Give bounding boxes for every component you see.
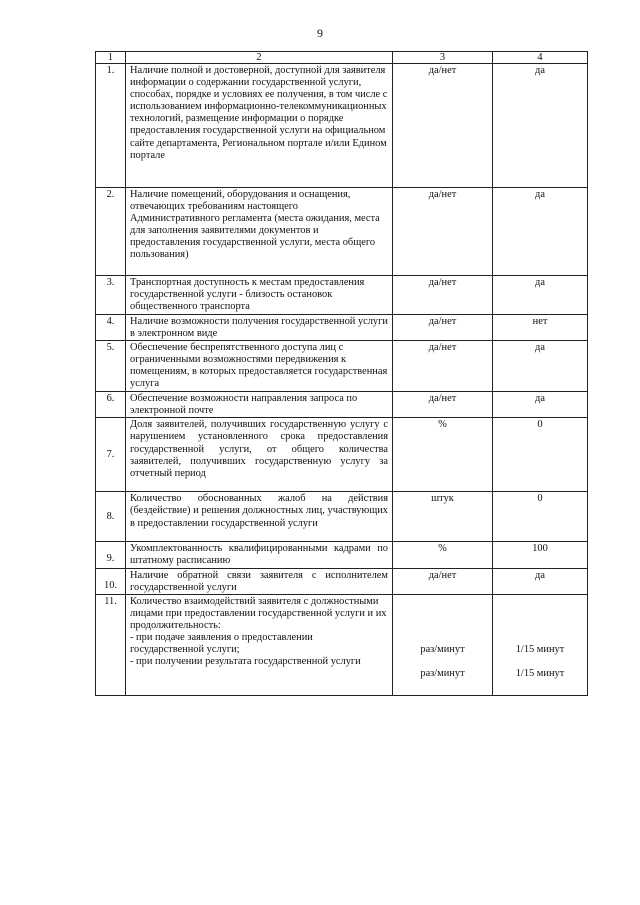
value-cell: да: [493, 568, 588, 594]
unit-cell: да/нет: [393, 276, 493, 315]
indicator-text: Количество обоснованных жалоб на действия (бездействие) и решения должностных лиц, участвующих в предоставлении государственной услуги: [126, 492, 393, 542]
indicator-text: [126, 594, 393, 695]
value-cell: 100: [493, 542, 588, 568]
table-row: [96, 276, 588, 315]
header-cell-4: 4: [493, 52, 588, 64]
unit-cell: да/нет: [393, 568, 493, 594]
table-row: [96, 418, 588, 492]
subitem-value: 1/15 минут: [515, 644, 565, 656]
table-row: [96, 341, 588, 392]
value-cell: 0: [493, 418, 588, 492]
unit-cell: да/нет: [393, 341, 493, 392]
indicator-text: Наличие возможности получения государственной услуги в электронном виде: [126, 315, 393, 341]
table-header-row: [96, 52, 588, 64]
value-cell: да: [493, 64, 588, 188]
value-cell: нет: [493, 315, 588, 341]
unit-cell: %: [393, 542, 493, 568]
table-row: [96, 392, 588, 418]
table-row: [96, 315, 588, 341]
quality-indicators-table: [95, 51, 588, 696]
row-number: 10.: [96, 568, 126, 594]
unit-cell: штук: [393, 492, 493, 542]
unit-cell: [393, 594, 493, 695]
indicator-intro: Количество взаимодействий заявителя с должностными лицами при предоставлении государственной услуги и их продолжительность:: [130, 595, 387, 631]
indicator-text: Наличие полной и достоверной, доступной для заявителя информации о содержании государственной услуги, способах, порядке и условиях ее получения, в том числе с использованием информационно-телекоммуникационных технологий, размещение информации о порядке предоставления государственной услуги на официальном сайте департамента, Региональном портале и/или Едином портале: [126, 64, 393, 188]
unit-cell: да/нет: [393, 188, 493, 276]
row-number: 3.: [96, 276, 126, 315]
value-cell: да: [493, 341, 588, 392]
indicator-text: Наличие обратной связи заявителя с исполнителем государственной услуги: [126, 568, 393, 594]
row-number: 6.: [96, 392, 126, 418]
value-cell: да: [493, 188, 588, 276]
value-cell: да: [493, 276, 588, 315]
page-number: 9: [317, 26, 323, 40]
table-row: [96, 64, 588, 188]
value-cell: да: [493, 392, 588, 418]
row-number: 9.: [96, 542, 126, 568]
subitem-text: - при подаче заявления о предоставлении государственной услуги;: [130, 632, 313, 656]
indicator-text: Обеспечение беспрепятственного доступа лиц с ограниченными возможностями передвижения к помещениям, в которых предоставляется государственная услуга: [126, 341, 393, 392]
row-number: 11.: [96, 594, 126, 695]
table-row: [96, 568, 588, 594]
indicator-text: Укомплектованность квалифицированными кадрами по штатному расписанию: [126, 542, 393, 568]
subitem-unit: раз/минут: [420, 644, 465, 656]
row-number: 4.: [96, 315, 126, 341]
subitem-value: 1/15 минут: [515, 668, 565, 680]
header-cell-3: 3: [393, 52, 493, 64]
row-number: 8.: [96, 492, 126, 542]
row-number: 2.: [96, 188, 126, 276]
row-number: 7.: [96, 418, 126, 492]
unit-cell: %: [393, 418, 493, 492]
indicator-text: Доля заявителей, получивших государственную услугу с нарушением установленного срока предоставления государственной услуги, от общего количества заявителей, получивших государственную услугу за отчетный период: [126, 418, 393, 492]
indicator-text: Транспортная доступность к местам предоставления государственной услуги - близость остановок общественного транспорта: [126, 276, 393, 315]
row-number: 1.: [96, 64, 126, 188]
subitem-text: - при получении результата государственной услуги: [130, 656, 361, 668]
header-cell-1: 1: [96, 52, 126, 64]
header-cell-2: 2: [126, 52, 393, 64]
indicator-text: Наличие помещений, оборудования и оснащения, отвечающих требованиям настоящего Административного регламента (места ожидания, места для заполнения заявителями документов и предоставления государственной услуги, места общего пользования): [126, 188, 393, 276]
table-row: [96, 188, 588, 276]
unit-cell: да/нет: [393, 64, 493, 188]
unit-cell: да/нет: [393, 392, 493, 418]
indicator-text: Обеспечение возможности направления запроса по электронной почте: [126, 392, 393, 418]
table-row: [96, 542, 588, 568]
row-number: 5.: [96, 341, 126, 392]
value-cell: 0: [493, 492, 588, 542]
table-row: [96, 594, 588, 695]
unit-cell: да/нет: [393, 315, 493, 341]
value-cell: [493, 594, 588, 695]
subitem-unit: раз/минут: [420, 668, 465, 680]
table-row: [96, 492, 588, 542]
